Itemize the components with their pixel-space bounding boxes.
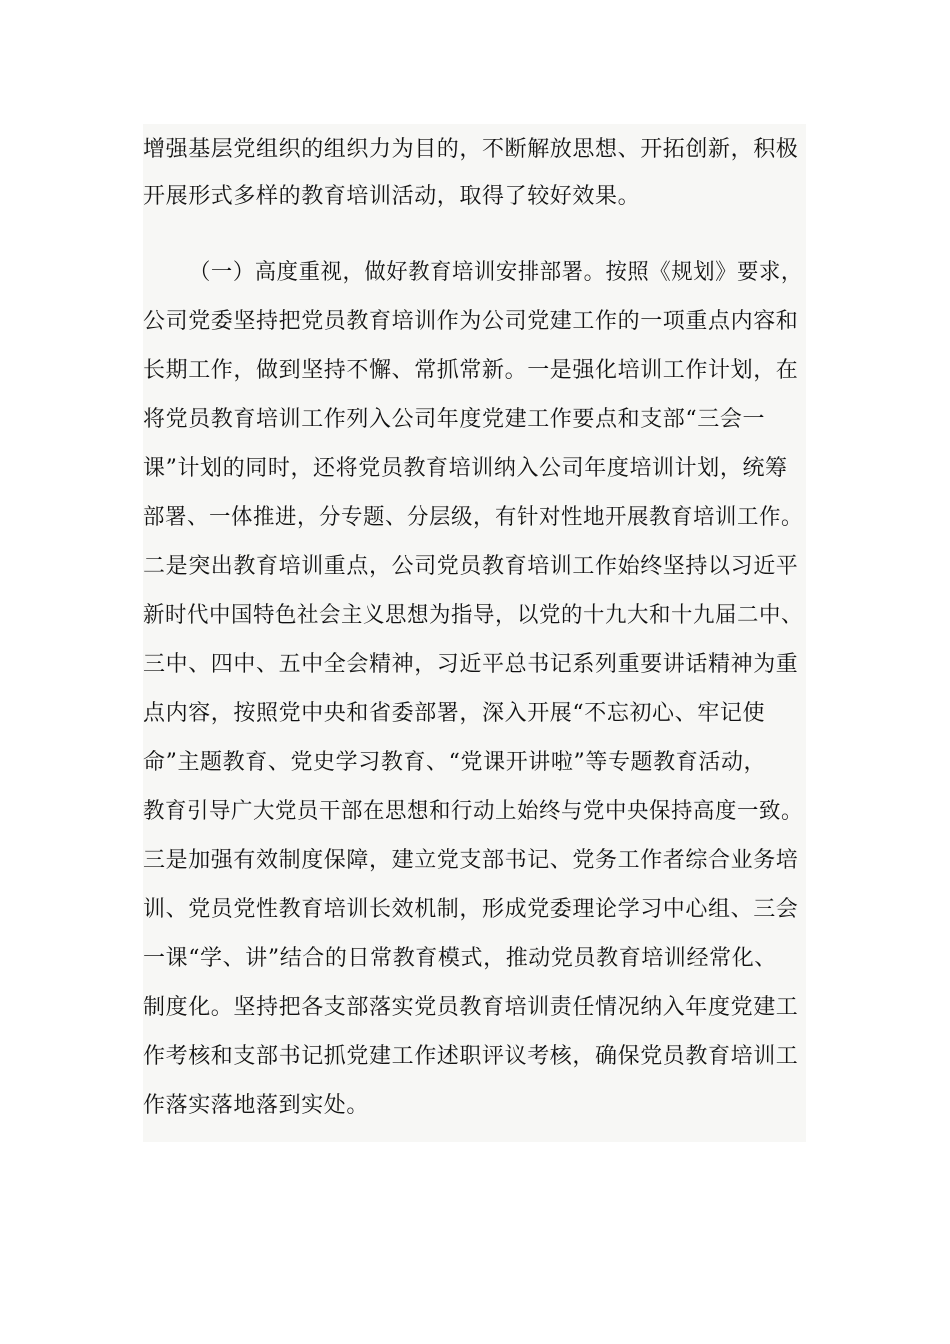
text-line: 开展形式多样的教育培训活动，取得了较好效果。 — [143, 184, 641, 209]
text-line: 将党员教育培训工作列入公司年度党建工作要点和支部“三会一 — [143, 407, 766, 432]
text-line: 课”计划的同时，还将党员教育培训纳入公司年度培训计划，统筹 — [143, 456, 788, 481]
text-line: 作落实落地落到实处。 — [143, 1093, 370, 1118]
text-line: 增强基层党组织的组织力为目的，不断解放思想、开拓创新，积极 — [143, 137, 799, 162]
text-line: 二是突出教育培训重点，公司党员教育培训工作始终坚持以习近平 — [143, 554, 799, 579]
text-line: 命”主题教育、党史学习教育、“党课开讲啦”等专题教育活动， — [143, 750, 767, 775]
text-line: 教育引导广大党员干部在思想和行动上始终与党中央保持高度一致。 — [143, 799, 804, 824]
text-block — [143, 124, 806, 1142]
text-line: 点内容，按照党中央和省委部署，深入开展“不忘初心、牢记使 — [143, 701, 766, 726]
text-line: 三是加强有效制度保障，建立党支部书记、党务工作者综合业务培 — [143, 848, 799, 873]
text-line: 新时代中国特色社会主义思想为指导，以党的十九大和十九届二中、 — [143, 603, 804, 628]
text-line: 制度化。坚持把各支部落实党员教育培训责任情况纳入年度党建工 — [143, 995, 799, 1020]
text-line: 作考核和支部书记抓党建工作述职评议考核，确保党员教育培训工 — [143, 1044, 799, 1069]
text-line: 训、党员党性教育培训长效机制，形成党委理论学习中心组、三会 — [143, 897, 799, 922]
text-line: 一课“学、讲”结合的日常教育模式，推动党员教育培训经常化、 — [143, 946, 777, 971]
text-line: 公司党委坚持把党员教育培训作为公司党建工作的一项重点内容和 — [143, 309, 799, 334]
text-line: 部署、一体推进，分专题、分层级，有针对性地开展教育培训工作。 — [143, 505, 804, 530]
text-line: 三中、四中、五中全会精神，习近平总书记系列重要讲话精神为重 — [143, 652, 799, 677]
section-heading-line: （一）高度重视，做好教育培训安排部署。按照《规划》要求， — [189, 260, 803, 285]
text-line: 长期工作，做到坚持不懈、常抓常新。一是强化培训工作计划，在 — [143, 358, 799, 383]
